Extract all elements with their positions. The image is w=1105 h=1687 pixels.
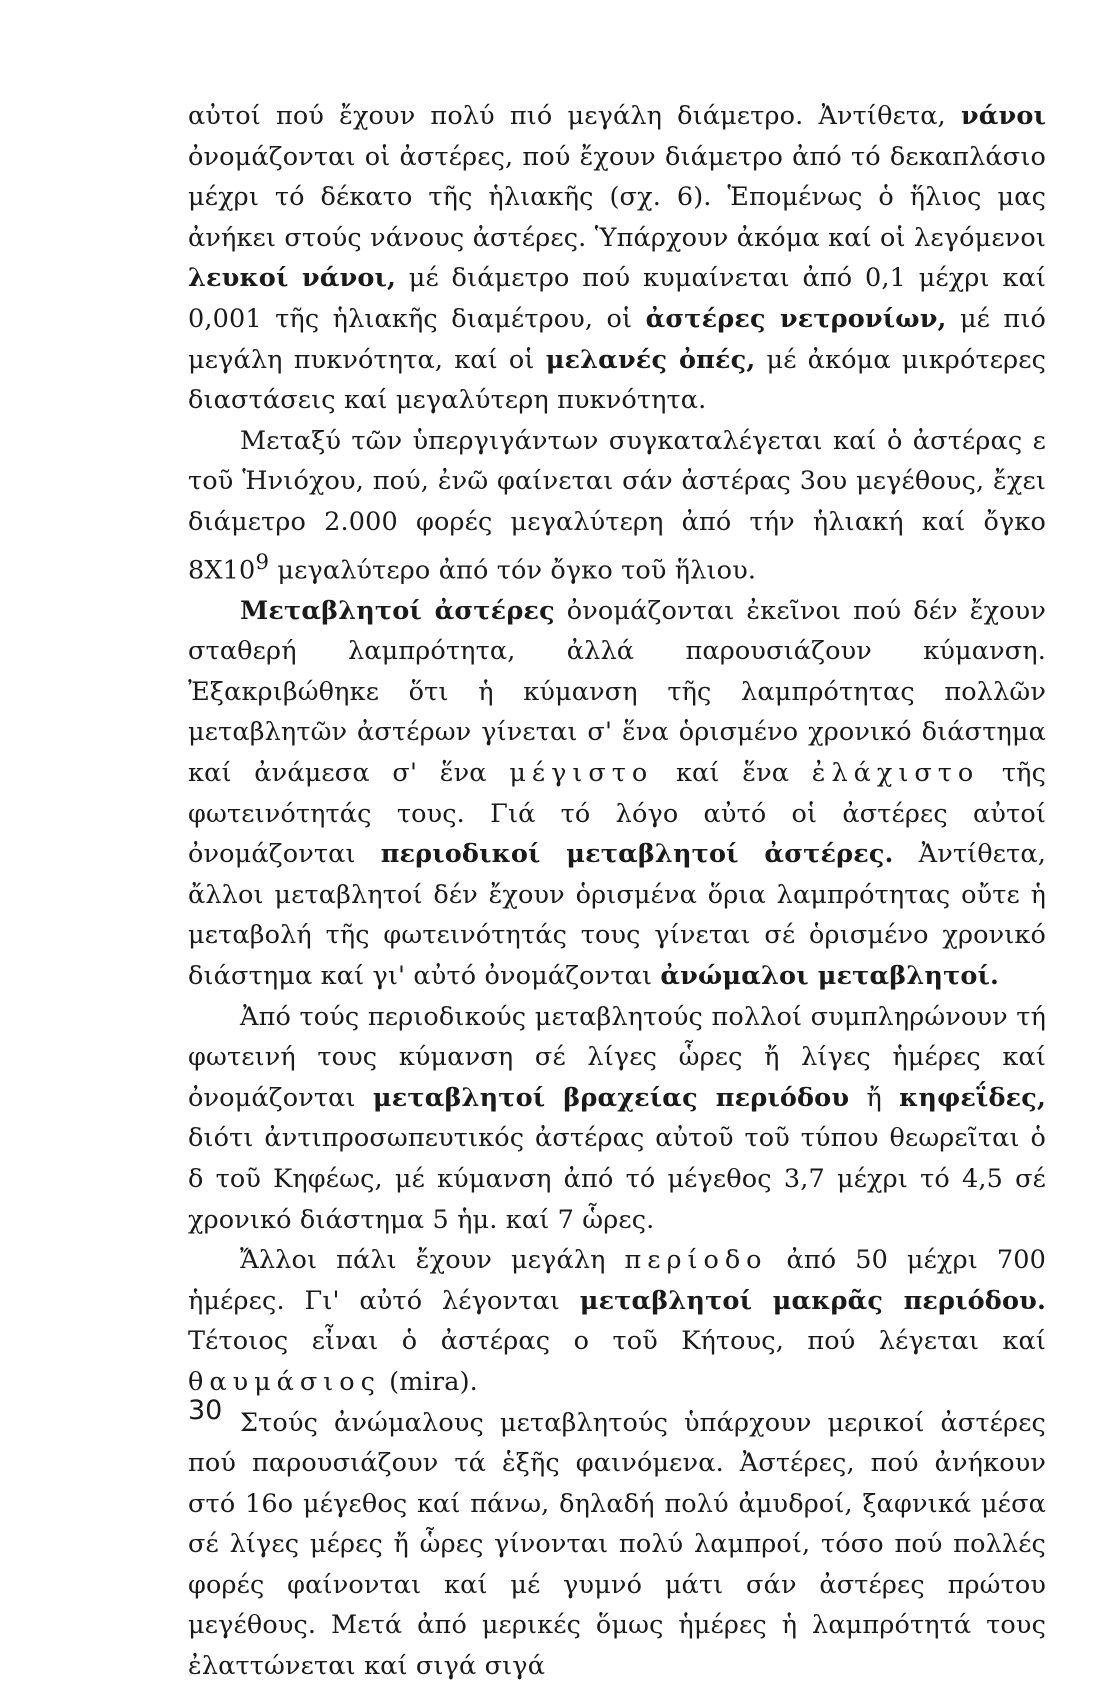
term-dwarfs: νάνοι — [960, 101, 1046, 131]
spaced-word-minimum: ἐλάχιστο — [811, 758, 980, 788]
term-black-holes: μελανές ὀπές, — [545, 344, 756, 375]
term-cepheids: κηφεΐδες, — [899, 1082, 1046, 1113]
term-neutron-stars: ἀστέρες νετρονίων, — [645, 303, 947, 334]
paragraph-dwarfs: αὐτοί πού ἔχουν πολύ πιό μεγάλη διάμετρο. Ἀντίθετα, νάνοι ὀνομάζονται οἱ ἀστέρες, πού ἔχουν διάμετρο ἀπό τό δεκαπλάσιο μέχρι τό δέκατο τῆς ἡλιακῆς (σχ. 6). Ἑπομένως ὁ ἥλιος μας ἀνήκει στούς νάνους ἀστέρες. Ὑπάρχουν ἀκόμα καί οἱ λεγόμενοι λευκοί νάνοι, μέ διάμετρο πού κυμαίνεται ἀπό 0,1 μέχρι καί 0,001 τῆς ἡλιακῆς διαμέτρου, οἱ ἀστέρες νετρονίων, μέ πιό μεγάλη πυκνότητα, καί οἱ μελανές ὀπές, μέ ἀκόμα μικρότερες διαστάσεις καί μεγαλύτερη πυκνότητα. — [188, 101, 1047, 416]
spaced-word-period: περίοδο — [624, 1245, 768, 1276]
term-white-dwarfs: λευκοί νάνοι, — [188, 263, 397, 294]
page-number: 30 — [188, 1395, 223, 1426]
spaced-word-maximum: μέγιστο — [509, 758, 654, 788]
term-variable-stars: Μεταβλητοί ἀστέρες — [240, 595, 555, 626]
term-long-period-variables: μεταβλητοί μακρᾶς περιόδου. — [579, 1285, 1046, 1316]
paragraph-long-period: Ἄλλοι πάλι ἔχουν μεγάλη περίοδο ἀπό 50 μέχρι 700 ἡμέρες. Γι' αὐτό λέγονται μεταβλητοί μακρᾶς περιόδου. Τέτοιος εἶναι ὁ ἀστέρας ο τοῦ Κήτους, πού λέγεται καί θαυμάσιος (mira). — [188, 1245, 1046, 1397]
paragraph-irregular: Στούς ἀνώμαλους μεταβλητούς ὑπάρχουν μερικοί ἀστέρες πού παρουσιάζουν τά ἑξῆς φαινόμενα. Ἀστέρες, πού ἀνήκουν στό 16ο μέγεθος καί πάνω, δηλαδή πολύ ἀμυδροί, ξαφνικά μέσα σέ λίγες μέρες ἤ ὧρες γίνονται πολύ λαμπροί, τόσο πού πολλές φορές φαίνονται καί μέ γυμνό μάτι σάν ἀστέρες πρώτου μεγέθους. Μετά ἀπό μερικές ὅμως ἡμέρες ἡ λαμπρότητά τους ἐλαττώνεται καί σιγά σιγά — [188, 1407, 1046, 1682]
body-text — [188, 96, 1046, 1687]
paragraph-supergiants: Μεταξύ τῶν ὑπεργιγάντων συγκαταλέγεται καί ὁ ἀστέρας ε τοῦ Ἡνιόχου, πού, ἐνῶ φαίνεται σάν ἀστέρας 3ου μεγέθους, ἔχει διάμετρο 2.000 φορές μεγαλύτερη ἀπό τήν ἡλιακή καί ὄγκο $8X10^9$ μεγαλύτερο ἀπό τόν ὄγκο τοῦ ἥλιου. — [188, 425, 1046, 586]
term-short-period-variables: μεταβλητοί βραχείας περιόδου — [372, 1082, 850, 1113]
spaced-word-wonderful: θαυμάσιος — [188, 1366, 381, 1397]
exponent: 9 — [255, 549, 270, 575]
paragraph-cepheids: Ἀπό τούς περιοδικούς μεταβλητούς πολλοί συμπληρώνουν τή φωτεινή τους κύμανση σέ λίγες ὧρες ἤ λίγες ἡμέρες καί ὀνομάζονται μεταβλητοί βραχείας περιόδου ἤ κηφεΐδες, διότι ἀντιπροσωπευτικός ἀστέρας αὐτοῦ τοῦ τύπου θεωρεῖται ὁ δ τοῦ Κηφέως, μέ κύμανση ἀπό τό μέγεθος 3,7 μέχρι τό 4,5 σέ χρονικό διάστημα 5 ἡμ. καί 7 ὧρες. — [188, 1001, 1046, 1235]
term-irregular-variables: ἀνώμαλοι μεταβλητοί. — [660, 960, 1000, 991]
term-periodic-variables: περιοδικοί μεταβλητοί ἀστέρες. — [380, 839, 894, 870]
paragraph-variable-stars: Μεταβλητοί ἀστέρες ὀνομάζονται ἐκεῖνοι πού δέν ἔχουν σταθερή λαμπρότητα, ἀλλά παρουσιάζουν κύμανση. Ἐξακριβώθηκε ὅτι ἡ κύμανση τῆς λαμπρότητας πολλῶν μεταβλητῶν ἀστέρων γίνεται σ' ἕνα ὁρισμένο χρονικό διάστημα καί ἀνάμεσα σ' ἕνα μέγιστο καί ἕνα ἐλάχιστο τῆς φωτεινότητάς τους. Γιά τό λόγο αὐτό οἱ ἀστέρες αὐτοί ὀνομάζονται περιοδικοί μεταβλητοί ἀστέρες. Ἀντίθετα, ἄλλοι μεταβλητοί δέν ἔχουν ὁρισμένα ὅρια λαμπρότητας οὔτε ἡ μεταβολή τῆς φωτεινότητάς τους γίνεται σέ ὁρισμένο χρονικό διάστημα καί γι' αὐτό ὀνομάζονται ἀνώμαλοι μεταβλητοί. — [188, 595, 1046, 991]
